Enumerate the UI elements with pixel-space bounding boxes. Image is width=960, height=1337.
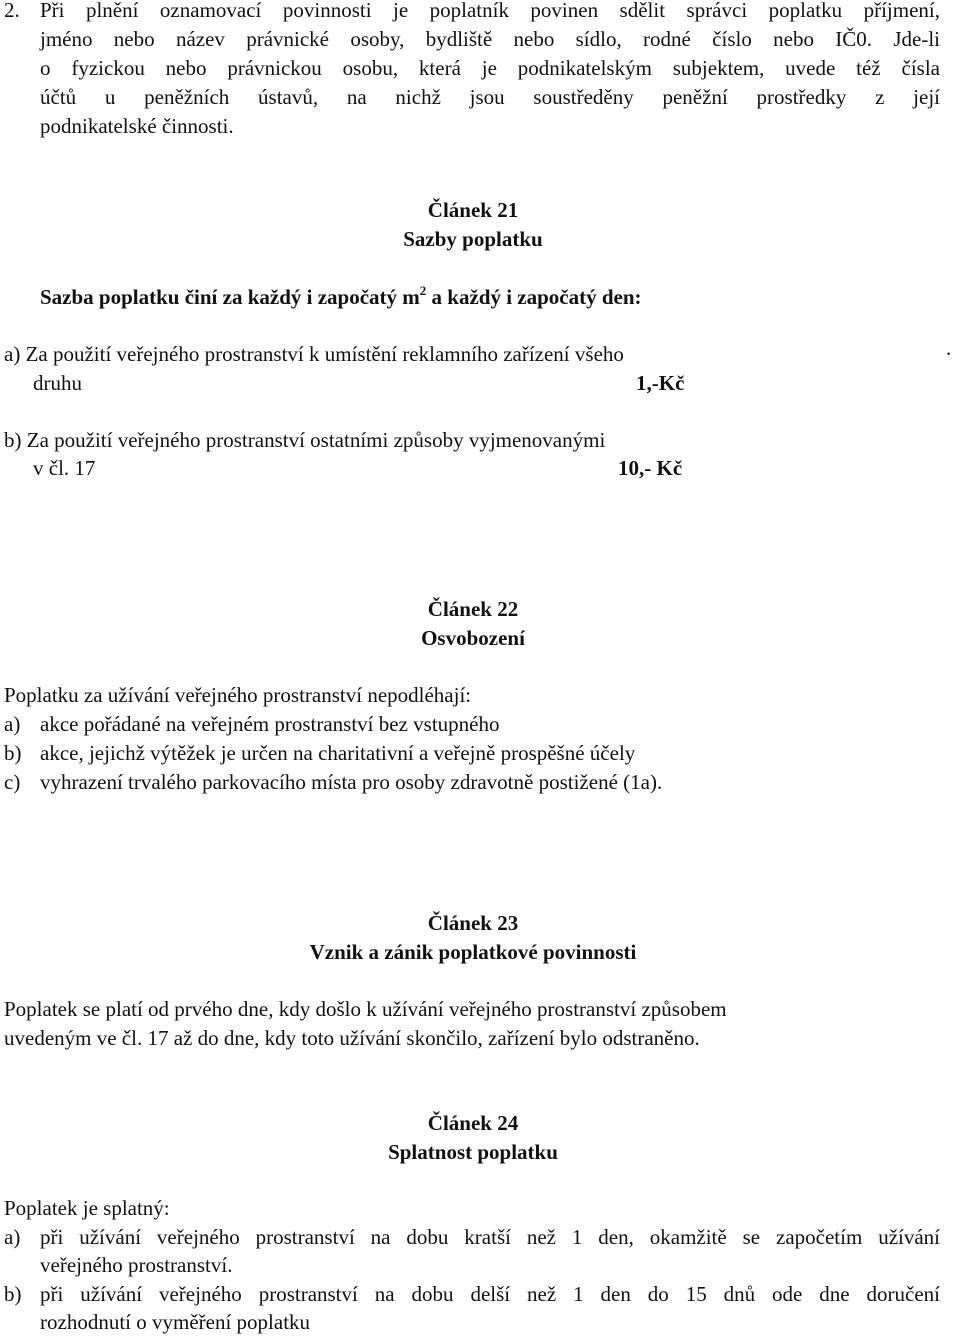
rate-intro: [40, 285, 642, 310]
article-24-title: Splatnost poplatku: [388, 1140, 558, 1164]
paragraph-number: 2.: [4, 0, 20, 22]
intro-line-2: jméno nebo název právnické osoby, bydliště nebo sídlo, rodné číslo nebo IČ0. Jde-li: [40, 27, 940, 51]
article-23-line-1: Poplatek se platí od prvého dne, kdy došlo k užívání veřejného prostranství způsobem: [4, 997, 727, 1021]
article-23-line-2: uvedeným ve čl. 17 až do dne, kdy toto užívání skončilo, zařízení bylo odstraněno.: [4, 1026, 700, 1050]
exemption-item-b: akce, jejichž výtěžek je určen na charitativní a veřejně prospěšné účely: [40, 741, 636, 765]
payable-item-b-line-1: při užívání veřejného prostranství na dobu delší než 1 den do 15 dnů ode dne doručení: [40, 1282, 940, 1306]
rate-intro-text-end: a každý i započatý den:: [426, 285, 642, 309]
intro-line-4: účtů u peněžních ústavů, na nichž jsou soustředěny peněžní prostředky z její: [40, 85, 940, 109]
article-23-title: Vznik a zánik poplatkové povinnosti: [309, 940, 637, 964]
payable-item-a-line-1: při užívání veřejného prostranství na dobu kratší než 1 den, okamžitě se započetím užívání: [40, 1225, 940, 1249]
article-23-heading: Článek 23: [427, 911, 519, 935]
stray-dot: .: [946, 336, 952, 360]
payable-intro: Poplatek je splatný:: [4, 1196, 170, 1220]
exemption-item-c-marker: c): [4, 770, 21, 794]
rate-item-b-line-2: v čl. 17: [33, 456, 96, 480]
exemption-item-a: akce pořádané na veřejném prostranství bez vstupného: [40, 712, 500, 736]
rate-intro-text: Sazba poplatku činí za každý i započatý m: [40, 285, 420, 309]
rate-item-a-line-1: a) Za použití veřejného prostranství k umístění reklamního zařízení všeho: [4, 342, 624, 366]
exemption-item-b-marker: b): [4, 741, 22, 765]
exemption-intro: Poplatku za užívání veřejného prostranství nepodléhají:: [4, 683, 472, 707]
intro-line-3: o fyzickou nebo právnickou osobu, která je podnikatelským subjektem, uvede též čísla: [40, 56, 940, 80]
exemption-item-c: vyhrazení trvalého parkovacího místa pro osoby zdravotně postižené (1a).: [40, 770, 663, 794]
rate-item-a-line-2: druhu: [33, 371, 82, 395]
intro-line-5: podnikatelské činnosti.: [40, 114, 234, 138]
exemption-item-a-marker: a): [4, 712, 21, 736]
payable-item-b-line-2: rozhodnutí o vyměření poplatku: [40, 1310, 311, 1334]
rate-item-a-amount: 1,-Kč: [636, 371, 685, 395]
payable-item-b-marker: b): [4, 1282, 22, 1306]
rate-intro-superscript: 2: [419, 283, 427, 298]
payable-item-a-line-2: veřejného prostranství.: [40, 1253, 233, 1277]
rate-item-b-amount: 10,- Kč: [618, 456, 683, 480]
article-24-heading: Článek 24: [427, 1111, 519, 1135]
payable-item-a-marker: a): [4, 1225, 21, 1249]
article-22-title: Osvobození: [421, 626, 525, 650]
article-22-heading: Článek 22: [427, 597, 519, 621]
article-21-heading: Článek 21: [427, 198, 519, 222]
rate-item-b-line-1: b) Za použití veřejného prostranství ostatními způsoby vyjmenovanými: [4, 428, 606, 452]
intro-line-1: Při plnění oznamovací povinnosti je poplatník povinen sdělit správci poplatku příjmení,: [40, 0, 940, 22]
article-21-title: Sazby poplatku: [403, 227, 543, 251]
